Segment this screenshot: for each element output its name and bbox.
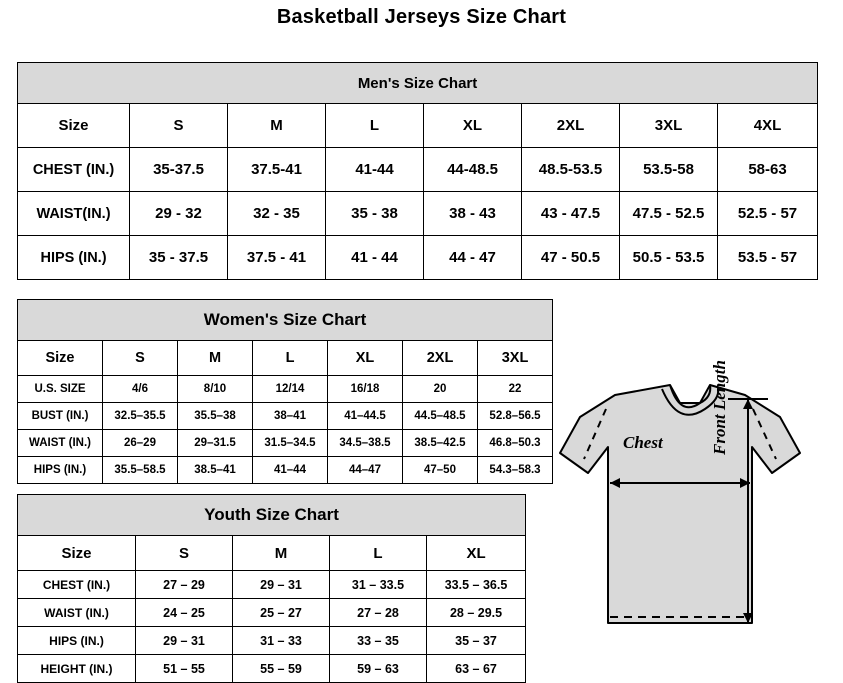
jersey-measurement-diagram — [540, 355, 840, 675]
col-header-3xl: 3XL — [620, 104, 718, 148]
table-row — [18, 192, 818, 236]
cell-ussize-l: 12/14 — [253, 376, 328, 403]
cell-chest-3xl: 53.5-58 — [620, 148, 718, 192]
cell-hips-m: 37.5 - 41 — [228, 236, 326, 280]
cell-ussize-s: 4/6 — [103, 376, 178, 403]
table-row — [18, 403, 553, 430]
cell-chest-s: 27 – 29 — [136, 571, 233, 599]
col-header-2xl: 2XL — [522, 104, 620, 148]
cell-height-xl: 63 – 67 — [427, 655, 526, 683]
cell-waist-s: 26–29 — [103, 430, 178, 457]
row-label-chest: CHEST (IN.) — [18, 571, 136, 599]
row-label-us-size: U.S. SIZE — [18, 376, 103, 403]
front-length-measure-label: Front Length — [710, 360, 729, 455]
col-header-size: Size — [18, 341, 103, 376]
mens-size-chart-table — [17, 62, 818, 280]
cell-hips-s: 35.5–58.5 — [103, 457, 178, 484]
col-header-s: S — [136, 536, 233, 571]
cell-bust-2xl: 44.5–48.5 — [403, 403, 478, 430]
cell-hips-xl: 44 - 47 — [424, 236, 522, 280]
cell-ussize-2xl: 20 — [403, 376, 478, 403]
cell-chest-4xl: 58-63 — [718, 148, 818, 192]
row-label-height: HEIGHT (IN.) — [18, 655, 136, 683]
col-header-2xl: 2XL — [403, 341, 478, 376]
youth-table-caption: Youth Size Chart — [18, 495, 526, 536]
cell-chest-xl: 44-48.5 — [424, 148, 522, 192]
row-label-waist: WAIST(IN.) — [18, 192, 130, 236]
cell-hips-4xl: 53.5 - 57 — [718, 236, 818, 280]
cell-waist-m: 25 – 27 — [233, 599, 330, 627]
cell-bust-s: 32.5–35.5 — [103, 403, 178, 430]
cell-bust-xl: 41–44.5 — [328, 403, 403, 430]
cell-waist-l: 31.5–34.5 — [253, 430, 328, 457]
cell-ussize-m: 8/10 — [178, 376, 253, 403]
cell-bust-m: 35.5–38 — [178, 403, 253, 430]
table-header-row — [18, 341, 553, 376]
cell-waist-4xl: 52.5 - 57 — [718, 192, 818, 236]
table-row — [18, 627, 526, 655]
row-label-chest: CHEST (IN.) — [18, 148, 130, 192]
cell-chest-xl: 33.5 – 36.5 — [427, 571, 526, 599]
col-header-l: L — [330, 536, 427, 571]
col-header-3xl: 3XL — [478, 341, 553, 376]
cell-hips-s: 29 – 31 — [136, 627, 233, 655]
col-header-size: Size — [18, 104, 130, 148]
cell-waist-m: 29–31.5 — [178, 430, 253, 457]
table-header-row — [18, 104, 818, 148]
row-label-bust: BUST (IN.) — [18, 403, 103, 430]
cell-hips-xl: 35 – 37 — [427, 627, 526, 655]
cell-waist-2xl: 38.5–42.5 — [403, 430, 478, 457]
table-row — [18, 430, 553, 457]
col-header-xl: XL — [328, 341, 403, 376]
cell-waist-l: 35 - 38 — [326, 192, 424, 236]
cell-chest-m: 37.5-41 — [228, 148, 326, 192]
womens-size-chart-table — [17, 299, 553, 484]
col-header-size: Size — [18, 536, 136, 571]
cell-waist-xl: 28 – 29.5 — [427, 599, 526, 627]
cell-waist-3xl: 46.8–50.3 — [478, 430, 553, 457]
chest-measure-label: Chest — [623, 433, 663, 452]
womens-table-caption: Women's Size Chart — [18, 300, 553, 341]
col-header-s: S — [130, 104, 228, 148]
table-row — [18, 236, 818, 280]
col-header-m: M — [228, 104, 326, 148]
cell-waist-2xl: 43 - 47.5 — [522, 192, 620, 236]
cell-chest-l: 31 – 33.5 — [330, 571, 427, 599]
youth-size-chart-table — [17, 494, 526, 683]
cell-hips-2xl: 47–50 — [403, 457, 478, 484]
table-row — [18, 376, 553, 403]
cell-bust-l: 38–41 — [253, 403, 328, 430]
cell-height-s: 51 – 55 — [136, 655, 233, 683]
cell-hips-3xl: 50.5 - 53.5 — [620, 236, 718, 280]
cell-waist-xl: 38 - 43 — [424, 192, 522, 236]
col-header-m: M — [233, 536, 330, 571]
cell-chest-m: 29 – 31 — [233, 571, 330, 599]
cell-waist-3xl: 47.5 - 52.5 — [620, 192, 718, 236]
row-label-waist: WAIST (IN.) — [18, 599, 136, 627]
mens-table-caption: Men's Size Chart — [18, 63, 818, 104]
col-header-xl: XL — [424, 104, 522, 148]
page-title: Basketball Jerseys Size Chart — [276, 6, 567, 28]
col-header-l: L — [326, 104, 424, 148]
cell-chest-2xl: 48.5-53.5 — [522, 148, 620, 192]
cell-waist-m: 32 - 35 — [228, 192, 326, 236]
cell-chest-s: 35-37.5 — [130, 148, 228, 192]
row-label-hips: HIPS (IN.) — [18, 457, 103, 484]
cell-waist-xl: 34.5–38.5 — [328, 430, 403, 457]
table-row — [18, 655, 526, 683]
table-row — [18, 148, 818, 192]
cell-hips-xl: 44–47 — [328, 457, 403, 484]
cell-hips-s: 35 - 37.5 — [130, 236, 228, 280]
cell-chest-l: 41-44 — [326, 148, 424, 192]
table-caption-row — [18, 63, 818, 104]
cell-hips-2xl: 47 - 50.5 — [522, 236, 620, 280]
cell-waist-s: 29 - 32 — [130, 192, 228, 236]
col-header-4xl: 4XL — [718, 104, 818, 148]
cell-hips-m: 38.5–41 — [178, 457, 253, 484]
cell-height-m: 55 – 59 — [233, 655, 330, 683]
row-label-hips: HIPS (IN.) — [18, 236, 130, 280]
cell-waist-s: 24 – 25 — [136, 599, 233, 627]
table-caption-row — [18, 495, 526, 536]
table-row — [18, 599, 526, 627]
row-label-waist: WAIST (IN.) — [18, 430, 103, 457]
cell-waist-l: 27 – 28 — [330, 599, 427, 627]
cell-ussize-xl: 16/18 — [328, 376, 403, 403]
col-header-m: M — [178, 341, 253, 376]
cell-height-l: 59 – 63 — [330, 655, 427, 683]
cell-hips-l: 41 - 44 — [326, 236, 424, 280]
table-header-row — [18, 536, 526, 571]
cell-ussize-3xl: 22 — [478, 376, 553, 403]
table-caption-row — [18, 300, 553, 341]
cell-hips-3xl: 54.3–58.3 — [478, 457, 553, 484]
table-row — [18, 571, 526, 599]
row-label-hips: HIPS (IN.) — [18, 627, 136, 655]
table-row — [18, 457, 553, 484]
cell-bust-3xl: 52.8–56.5 — [478, 403, 553, 430]
col-header-s: S — [103, 341, 178, 376]
cell-hips-l: 33 – 35 — [330, 627, 427, 655]
col-header-l: L — [253, 341, 328, 376]
col-header-xl: XL — [427, 536, 526, 571]
cell-hips-m: 31 – 33 — [233, 627, 330, 655]
cell-hips-l: 41–44 — [253, 457, 328, 484]
